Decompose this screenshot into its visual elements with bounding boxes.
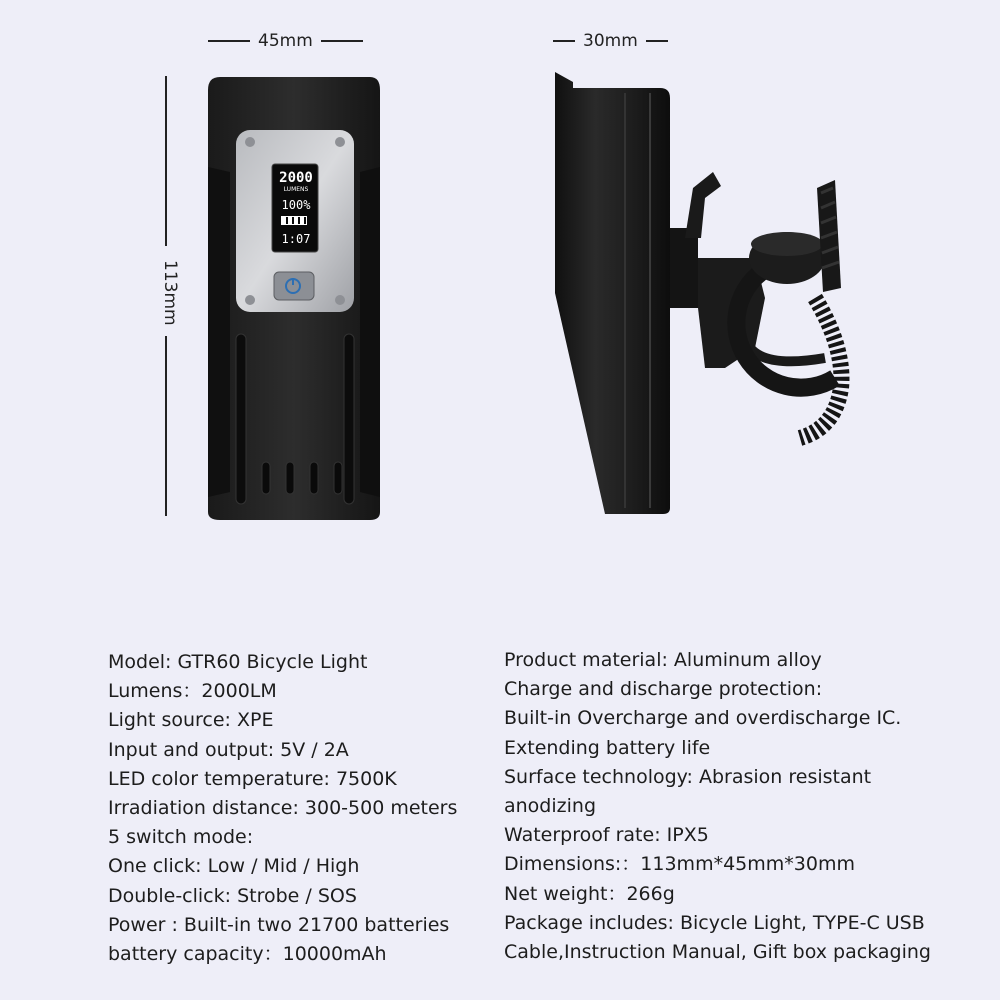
spec-battery-capacity: battery capacity：10000mAh [108, 943, 387, 966]
height-line-bottom [165, 336, 167, 516]
spec-double-click: Double-click: Strobe / SOS [108, 884, 357, 907]
spec-protection: Charge and discharge protection: [504, 678, 823, 701]
spec-power: Power : Built-in two 21700 batteries [108, 913, 450, 936]
spec-material: Product material: Aluminum alloy [504, 649, 822, 671]
spec-package-cont: Cable,Instruction Manual, Gift box packaging [504, 941, 931, 964]
width-label: 45mm [258, 31, 313, 51]
spec-dimensions: Dimensions:：113mm*45mm*30mm [504, 853, 855, 876]
lcd-battery-percent: 100% [281, 198, 311, 212]
light-front-view [200, 72, 390, 522]
spec-one-click: One click: Low / Mid / High [108, 855, 360, 878]
spec-input-output: Input and output: 5V / 2A [108, 738, 349, 761]
spec-surface: Surface technology: Abrasion resistant [504, 765, 872, 788]
depth-label: 30mm [583, 31, 638, 51]
spec-light-source: Light source: XPE [108, 709, 274, 732]
spec-lumens: Lumens：2000LM [108, 680, 277, 703]
width-dimension [208, 31, 363, 51]
height-line-top [165, 76, 167, 246]
depth-dimension [553, 31, 668, 51]
spec-waterproof: Waterproof rate: IPX5 [504, 824, 709, 847]
lcd-battery-icon [281, 216, 307, 225]
specs-left [108, 648, 457, 969]
spec-surface-cont: anodizing [504, 795, 597, 818]
lcd-lumens-unit: LUMENS [283, 186, 309, 193]
spec-color-temp: LED color temperature: 7500K [108, 767, 397, 790]
spec-weight: Net weight：266g [504, 882, 675, 905]
spec-model: Model: GTR60 Bicycle Light [108, 651, 368, 673]
light-side-view [545, 68, 865, 518]
lcd-runtime: 1:07 [281, 232, 311, 246]
specs-right [504, 646, 931, 967]
spec-ic: Built-in Overcharge and overdischarge IC. [504, 707, 902, 730]
spec-package: Package includes: Bicycle Light, TYPE-C USB [504, 911, 925, 934]
height-label: 113mm [160, 260, 180, 326]
spec-switch-mode: 5 switch mode: [108, 826, 254, 849]
spec-irradiation: Irradiation distance: 300-500 meters [108, 797, 458, 820]
spec-battery-life: Extending battery life [504, 736, 711, 759]
lcd-lumens-value: 2000 [279, 170, 313, 186]
